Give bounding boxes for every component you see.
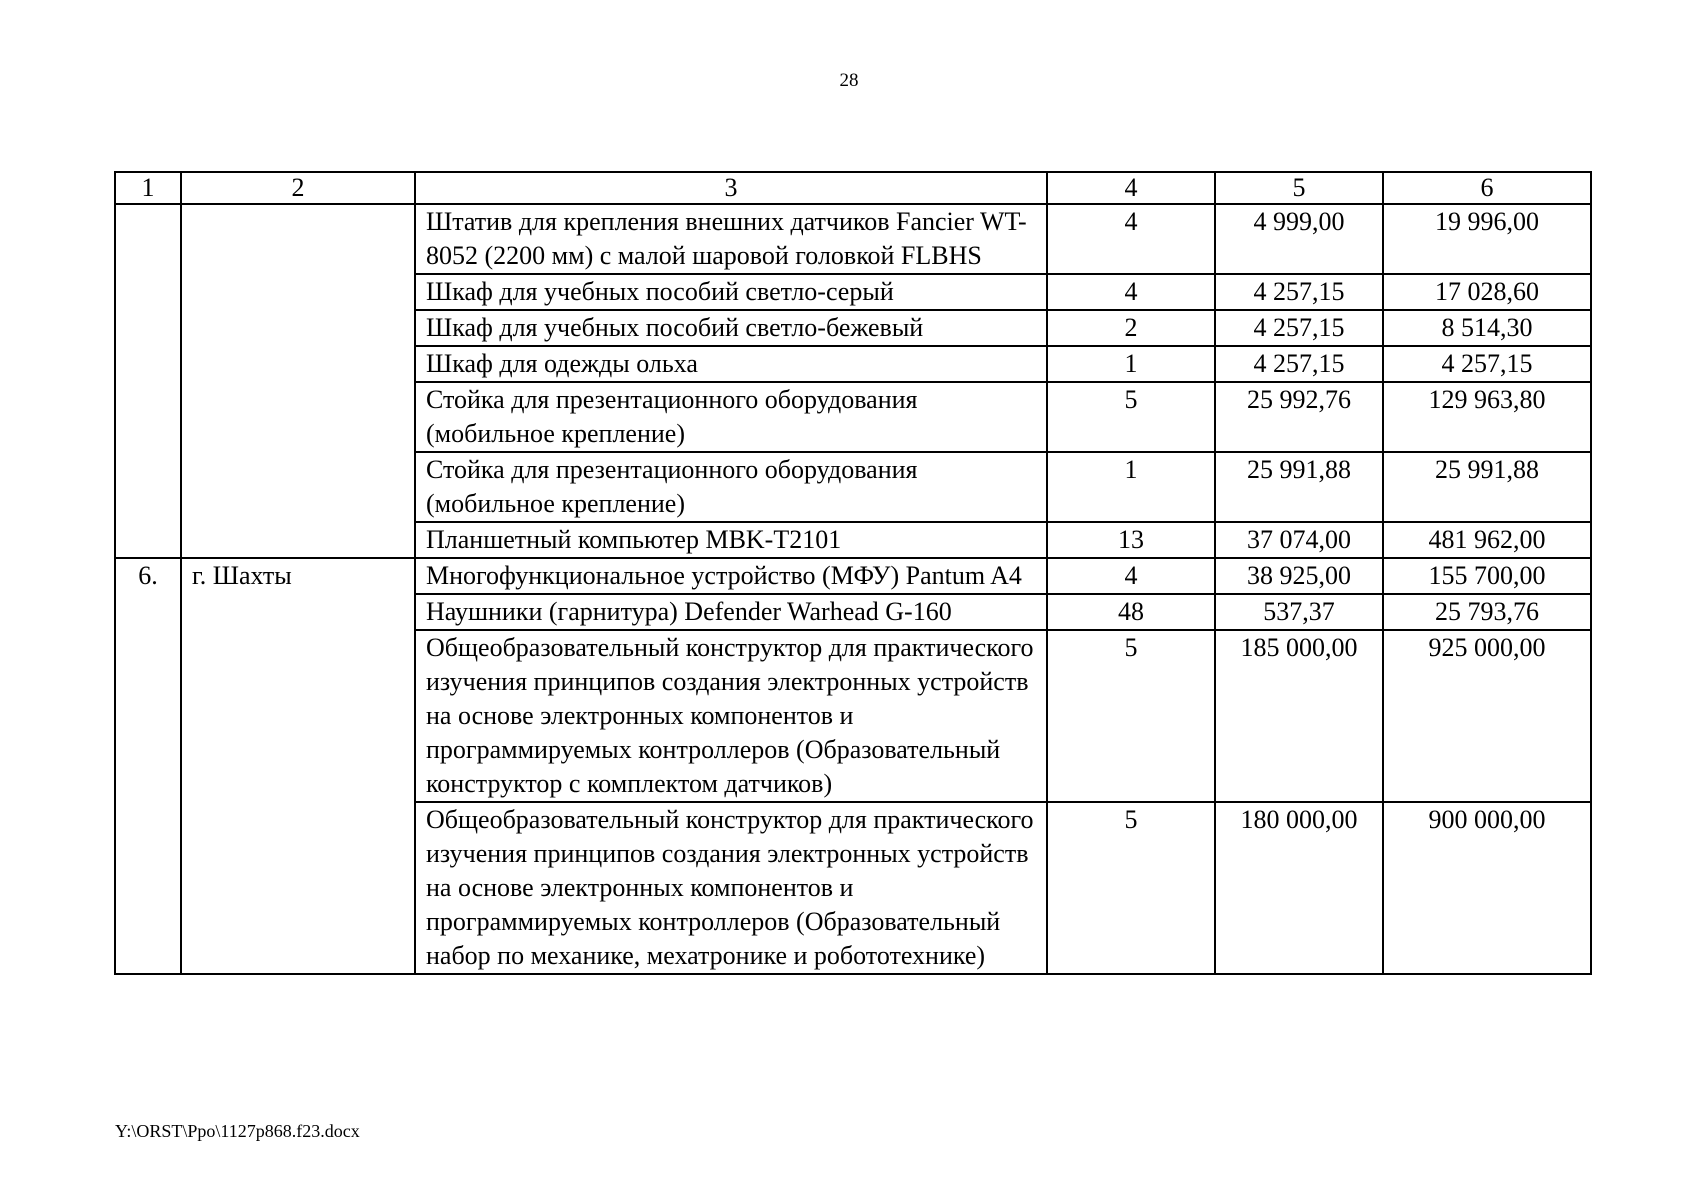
column-number-4: 4 [1047, 172, 1215, 204]
unit-price-cell: 180 000,00 [1215, 802, 1383, 974]
quantity-cell: 5 [1047, 382, 1215, 452]
quantity-cell: 1 [1047, 452, 1215, 522]
quantity-cell: 4 [1047, 274, 1215, 310]
table-row [115, 558, 1591, 594]
equipment-table [114, 171, 1592, 975]
item-name-cell: Штатив для крепления внешних датчиков Fancier WT-8052 (2200 мм) с малой шаровой головкой FLBHS [415, 204, 1047, 274]
quantity-cell: 13 [1047, 522, 1215, 558]
total-cell: 481 962,00 [1383, 522, 1591, 558]
row-number-cell: 6. [115, 558, 181, 974]
item-name-cell: Планшетный компьютер MBK-T2101 [415, 522, 1047, 558]
total-cell: 155 700,00 [1383, 558, 1591, 594]
unit-price-cell: 537,37 [1215, 594, 1383, 630]
total-cell: 17 028,60 [1383, 274, 1591, 310]
item-name-cell: Шкаф для учебных пособий светло-бежевый [415, 310, 1047, 346]
quantity-cell: 4 [1047, 204, 1215, 274]
total-cell: 925 000,00 [1383, 630, 1591, 802]
total-cell: 129 963,80 [1383, 382, 1591, 452]
column-number-3: 3 [415, 172, 1047, 204]
item-name-cell: Многофункциональное устройство (МФУ) Pantum A4 [415, 558, 1047, 594]
quantity-cell: 1 [1047, 346, 1215, 382]
city-cell [181, 204, 415, 558]
unit-price-cell: 4 257,15 [1215, 310, 1383, 346]
item-name-cell: Общеобразовательный конструктор для практического изучения принципов создания электронных устройств на основе электронных компонентов и программируемых контроллеров (Образовательный набор по механике, мехатронике и робототехнике) [415, 802, 1047, 974]
unit-price-cell: 25 991,88 [1215, 452, 1383, 522]
unit-price-cell: 4 999,00 [1215, 204, 1383, 274]
unit-price-cell: 25 992,76 [1215, 382, 1383, 452]
row-number-cell [115, 204, 181, 558]
item-name-cell: Стойка для презентационного оборудования (мобильное крепление) [415, 382, 1047, 452]
quantity-cell: 48 [1047, 594, 1215, 630]
page-number: 28 [839, 70, 859, 91]
column-number-5: 5 [1215, 172, 1383, 204]
total-cell: 900 000,00 [1383, 802, 1591, 974]
item-name-cell: Шкаф для одежды ольха [415, 346, 1047, 382]
column-number-6: 6 [1383, 172, 1591, 204]
item-name-cell: Наушники (гарнитура) Defender Warhead G-160 [415, 594, 1047, 630]
unit-price-cell: 185 000,00 [1215, 630, 1383, 802]
unit-price-cell: 38 925,00 [1215, 558, 1383, 594]
total-cell: 8 514,30 [1383, 310, 1591, 346]
total-cell: 4 257,15 [1383, 346, 1591, 382]
total-cell: 25 793,76 [1383, 594, 1591, 630]
unit-price-cell: 4 257,15 [1215, 274, 1383, 310]
quantity-cell: 2 [1047, 310, 1215, 346]
quantity-cell: 4 [1047, 558, 1215, 594]
quantity-cell: 5 [1047, 630, 1215, 802]
quantity-cell: 5 [1047, 802, 1215, 974]
column-number-2: 2 [181, 172, 415, 204]
unit-price-cell: 37 074,00 [1215, 522, 1383, 558]
city-cell: г. Шахты [181, 558, 415, 974]
table-row [115, 204, 1591, 274]
item-name-cell: Стойка для презентационного оборудования (мобильное крепление) [415, 452, 1047, 522]
column-number-row [115, 172, 1591, 204]
column-number-1: 1 [115, 172, 181, 204]
total-cell: 19 996,00 [1383, 204, 1591, 274]
item-name-cell: Общеобразовательный конструктор для практического изучения принципов создания электронных устройств на основе электронных компонентов и программируемых контроллеров (Образовательный конструктор с комплектом датчиков) [415, 630, 1047, 802]
document-file-path: Y:\ORST\Ppo\1127p868.f23.docx [115, 1121, 360, 1141]
total-cell: 25 991,88 [1383, 452, 1591, 522]
item-name-cell: Шкаф для учебных пособий светло-серый [415, 274, 1047, 310]
unit-price-cell: 4 257,15 [1215, 346, 1383, 382]
